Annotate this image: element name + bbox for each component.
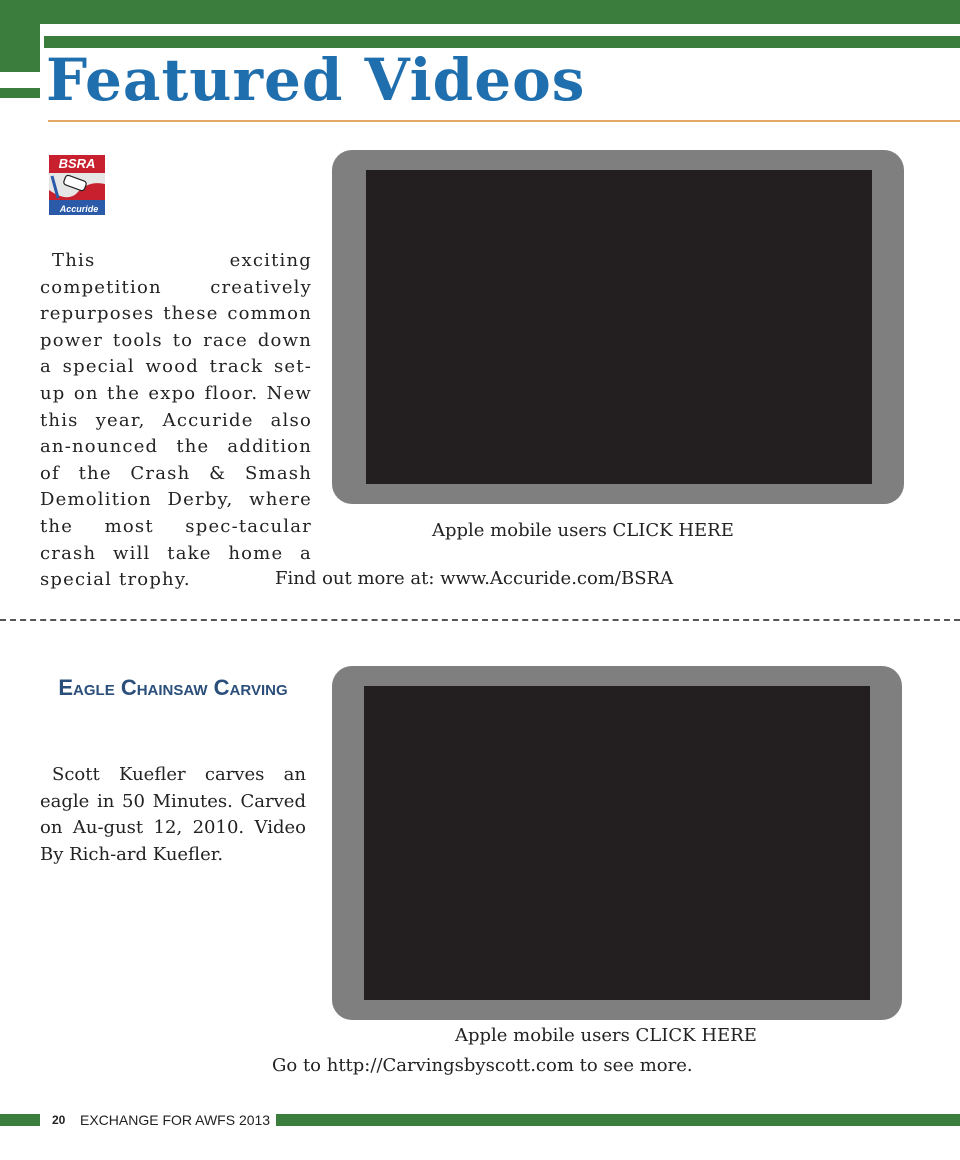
find-more-link-2[interactable]: Go to http://Carvingsbyscott.com to see more. (272, 1055, 693, 1076)
header-left-block (0, 0, 40, 72)
video-screen[interactable] (364, 686, 870, 1000)
footer-left-bar (0, 1114, 40, 1126)
header-top-bar (0, 0, 960, 24)
page-title: Featured Videos (46, 46, 586, 114)
page-number: 20 (52, 1113, 66, 1127)
section1-description: This exciting competition creatively repurposes these common power tools to race down a special wood track set-up on the expo floor. New this year, Accuride also an-nounced the addition of the Crash & Smash Demolition Derby, where the most spec-tacular crash will take home a special trophy. (40, 250, 312, 591)
logo-top-text: BSRA (58, 156, 96, 171)
video-screen[interactable] (366, 170, 872, 484)
footer-right-bar (276, 1114, 960, 1126)
find-more-link-1[interactable]: Find out more at: www.Accuride.com/BSRA (275, 568, 674, 589)
title-rule (48, 120, 960, 122)
section-divider (0, 619, 960, 621)
logo-bottom-text: Accuride (59, 204, 99, 214)
apple-mobile-link-2[interactable]: Apple mobile users CLICK HERE (455, 1025, 757, 1046)
bsra-accuride-logo-icon (48, 154, 106, 216)
header-left-tick (0, 88, 40, 98)
footer-publication: EXCHANGE FOR AWFS 2013 (80, 1112, 271, 1128)
apple-mobile-link-1[interactable]: Apple mobile users CLICK HERE (432, 520, 734, 541)
video-player-bsra[interactable] (332, 150, 904, 504)
section2-heading: Eagle Chainsaw Carving (58, 675, 288, 700)
video-player-eagle-carving[interactable] (332, 666, 902, 1020)
section2-description: Scott Kuefler carves an eagle in 50 Minutes. Carved on Au-gust 12, 2010. Video By Rich-ard Kuefler. (40, 764, 306, 865)
